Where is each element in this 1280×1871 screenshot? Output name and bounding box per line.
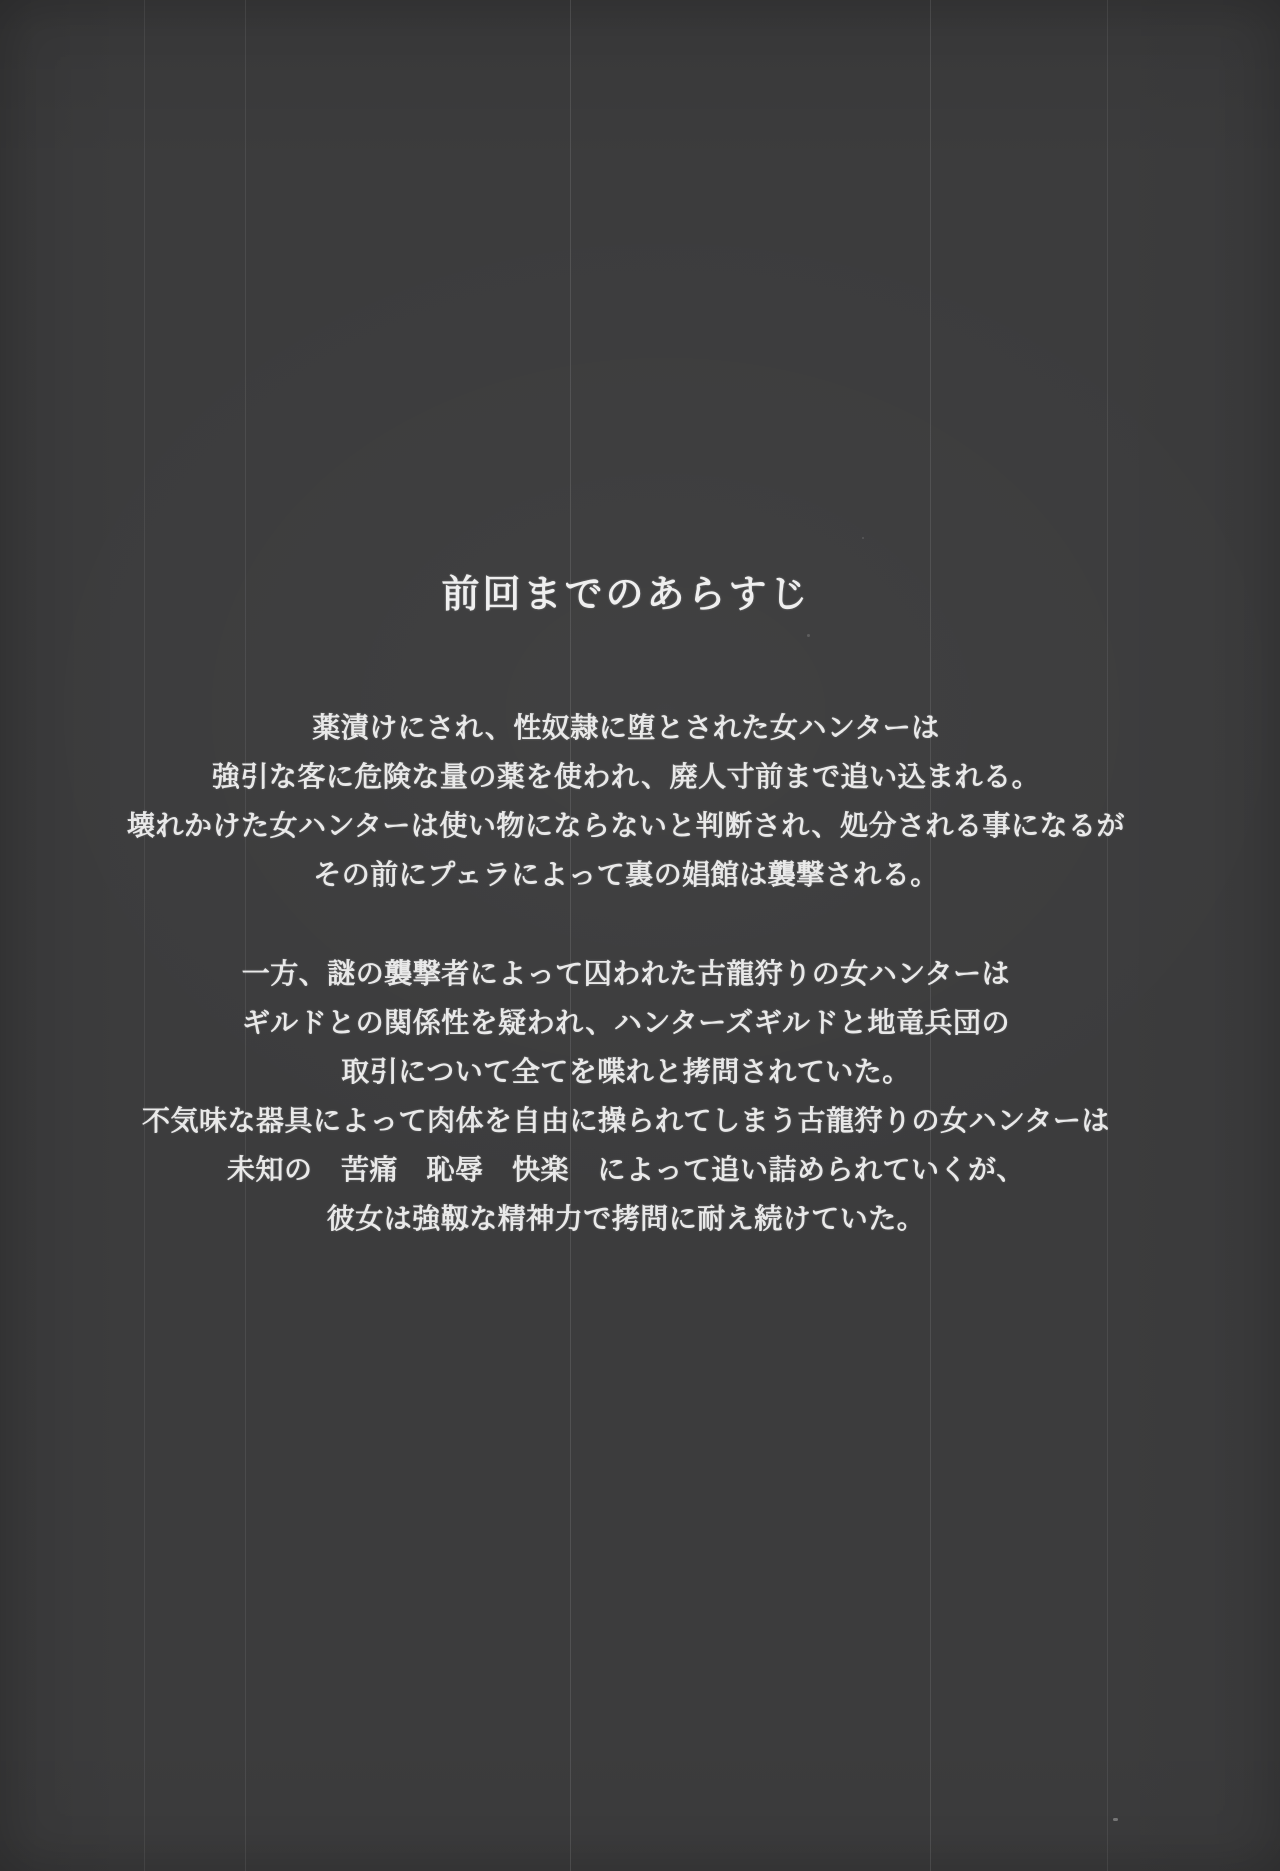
scan-streak [930,0,931,1871]
page-title: 前回までのあらすじ [441,574,811,616]
synopsis-line: 未知の 苦痛 恥辱 快楽 によって追い詰められていくが、 [226,1154,1025,1185]
synopsis-line: 強引な客に危険な量の薬を使われ、廃人寸前まで追い込まれる。 [211,761,1041,792]
synopsis-line: 取引について全てを喋れと拷問されていた。 [341,1056,911,1087]
scan-streak [570,0,571,1871]
scan-streak [245,0,246,1871]
synopsis-line: その前にプェラによって裏の娼館は襲撃される。 [313,859,939,890]
synopsis-line: 不気味な器具によって肉体を自由に操られてしまう古龍狩りの女ハンターは [142,1105,1110,1136]
synopsis-line: 一方、謎の襲撃者によって囚われた古龍狩りの女ハンターは [241,958,1011,989]
scan-streak [1107,0,1108,1871]
scan-streak [144,0,145,1871]
scan-speck [807,634,810,637]
synopsis-paragraph-1 [0,703,1252,899]
synopsis-line: 彼女は強靱な精神力で拷問に耐え続けていた。 [326,1203,926,1234]
synopsis-line: ギルドとの関係性を疑われ、ハンターズギルドと地竜兵団の [241,1007,1011,1038]
synopsis-line: 薬漬けにされ、性奴隷に堕とされた女ハンターは [312,712,940,743]
synopsis-paragraph-2 [0,949,1252,1243]
synopsis-line: 壊れかけた女ハンターは使い物にならないと判断され、処分される事になるが [126,810,1126,841]
scan-speck [862,537,864,539]
scan-speck [1113,1818,1118,1821]
